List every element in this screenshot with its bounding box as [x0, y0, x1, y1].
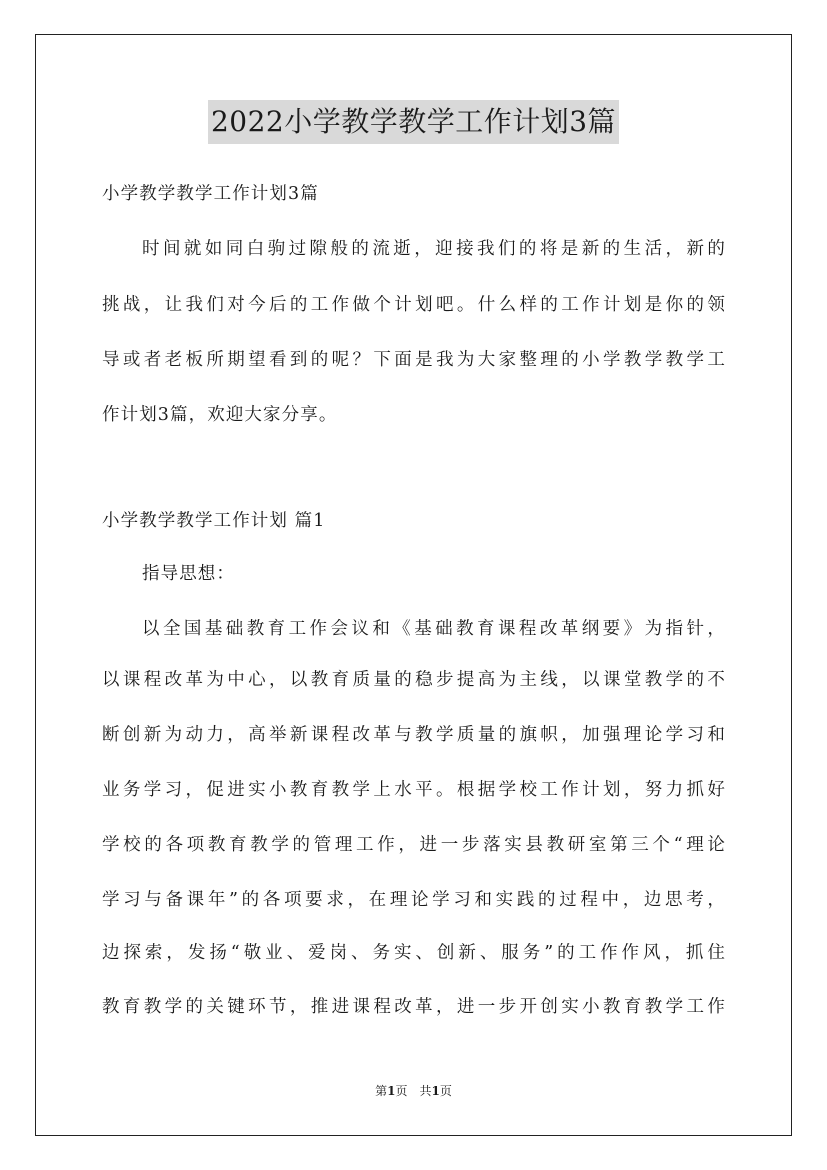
title-container — [0, 100, 827, 144]
body-line: 以课程改革为中心，以教育质量的稳步提高为主线，以课堂教学的不 — [102, 670, 726, 690]
body-line: 学习与备课年”的各项要求，在理论学习和实践的过程中，边思考， — [102, 890, 726, 910]
body-line: 断创新为动力，高举新课程改革与教学质量的旗帜，加强理论学习和 — [102, 725, 726, 745]
footer-page-suffix: 页 — [439, 1084, 452, 1098]
page-footer — [0, 1083, 827, 1099]
body-line: 以全国基础教育工作会议和《基础教育课程改革纲要》为指针， — [142, 619, 726, 639]
intro-line: 挑战，让我们对今后的工作做个计划吧。什么样的工作计划是你的领 — [102, 295, 726, 315]
body-line: 教育教学的关键环节，推进课程改革，进一步开创实小教育教学工作 — [102, 997, 726, 1017]
footer-page-number: 1 — [387, 1084, 396, 1098]
intro-line: 作计划3篇，欢迎大家分享。 — [102, 405, 338, 425]
intro-line: 导或者老板所期望看到的呢？下面是我为大家整理的小学教学教学工 — [102, 350, 726, 370]
body-line: 学校的各项教育教学的管理工作，进一步落实县教研室第三个“理论 — [102, 835, 726, 855]
footer-total-pages: 1 — [431, 1084, 440, 1098]
intro-line: 时间就如同白驹过隙般的流逝，迎接我们的将是新的生活，新的 — [142, 239, 726, 259]
subtitle: 小学教学教学工作计划3篇 — [102, 184, 319, 204]
body-line: 边探索，发扬“敬业、爱岗、务实、创新、服务”的工作作风，抓住 — [102, 943, 726, 963]
guide-label: 指导思想： — [142, 564, 235, 584]
footer-page-prefix: 第 — [375, 1084, 388, 1098]
footer-page-mid: 页 共 — [395, 1084, 432, 1098]
section-heading: 小学教学教学工作计划 篇1 — [102, 511, 326, 531]
document-title: 2022小学教学教学工作计划3篇 — [208, 100, 619, 144]
body-line: 业务学习，促进实小教育教学上水平。根据学校工作计划，努力抓好 — [102, 780, 726, 800]
